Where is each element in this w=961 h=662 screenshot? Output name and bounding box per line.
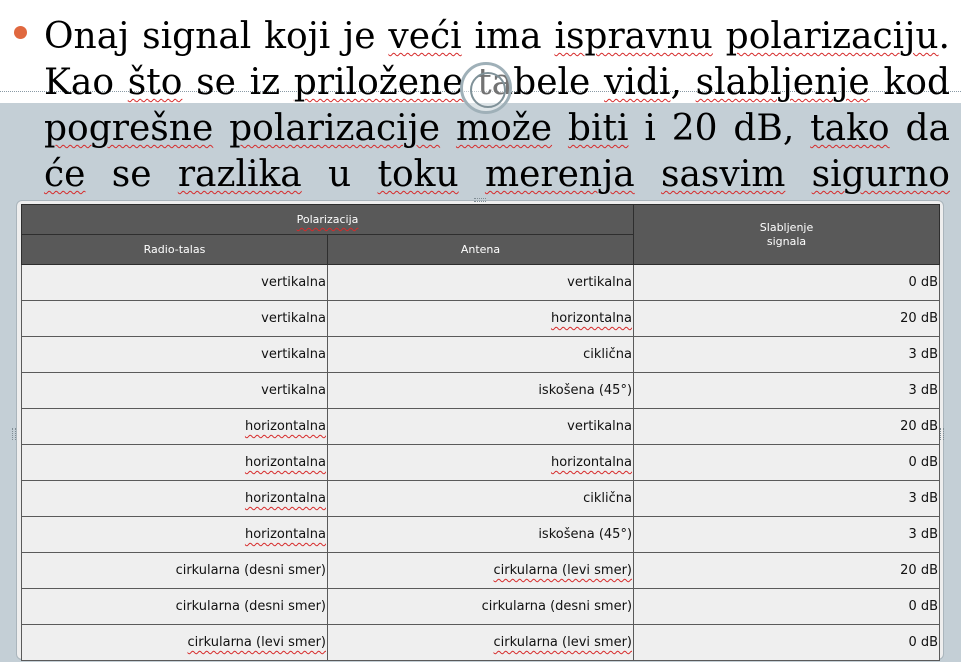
- cell-text: horizontalna: [550, 311, 633, 326]
- cell-text: 3 dB: [908, 347, 939, 362]
- cell-text: cirkularna (levi smer): [493, 563, 633, 578]
- cell-slabljenje[interactable]: [634, 625, 940, 661]
- cell-antena[interactable]: [328, 337, 634, 373]
- spellcheck-word: veći: [388, 16, 462, 57]
- cell-text: vertikalna: [567, 275, 633, 290]
- spellcheck-word: toku: [377, 154, 459, 195]
- cell-slabljenje[interactable]: [634, 337, 940, 373]
- text-run: ,: [670, 62, 696, 103]
- cell-radio-talas[interactable]: [22, 445, 328, 481]
- cell-text: 0 dB: [908, 275, 939, 290]
- table-row: [22, 337, 940, 373]
- text-run: kod: [869, 62, 950, 103]
- text-run: [459, 154, 485, 195]
- cell-text: iskošena (45°): [538, 383, 633, 398]
- cell-text: 20 dB: [900, 419, 939, 434]
- cell-radio-talas[interactable]: [22, 517, 328, 553]
- cell-text: 0 dB: [908, 635, 939, 650]
- resize-handle-icon[interactable]: [12, 428, 16, 440]
- cell-antena[interactable]: [328, 517, 634, 553]
- table-row: [22, 589, 940, 625]
- spellcheck-word: može: [455, 108, 553, 149]
- table-row: [22, 553, 940, 589]
- cell-text: ciklična: [583, 347, 633, 362]
- table-row: [22, 481, 940, 517]
- cell-antena[interactable]: [328, 265, 634, 301]
- cell-text: 3 dB: [908, 527, 939, 542]
- polarization-table[interactable]: [21, 204, 940, 661]
- text-run: [785, 154, 811, 195]
- table-row: [22, 301, 940, 337]
- text-run: [635, 154, 661, 195]
- text-run: Onaj signal koji je: [44, 16, 389, 57]
- cell-text: vertikalna: [261, 383, 326, 398]
- spellcheck-word: polarizaciju: [725, 16, 939, 57]
- spellcheck-word: će: [44, 154, 86, 195]
- cell-radio-talas[interactable]: [22, 337, 328, 373]
- cell-text: cirkularna (desni smer): [175, 563, 326, 578]
- cell-text: vertikalna: [261, 311, 326, 326]
- text-run: i 20 dB,: [628, 108, 811, 149]
- spellcheck-word: pogrešne: [44, 108, 214, 149]
- cell-text: horizontalna: [244, 455, 326, 470]
- spellcheck-word: polarizacije: [229, 108, 441, 149]
- cell-radio-talas[interactable]: [22, 301, 328, 337]
- rotate-handle-icon[interactable]: [460, 62, 512, 114]
- cell-text: horizontalna: [244, 527, 326, 542]
- cell-text: cirkularna (desni smer): [481, 599, 633, 614]
- cell-radio-talas[interactable]: [22, 265, 328, 301]
- text-run: se iz: [182, 62, 294, 103]
- header-radio-talas: Radio-talas: [22, 235, 328, 265]
- table-body: [22, 265, 940, 661]
- table-row: [22, 409, 940, 445]
- cell-antena[interactable]: [328, 589, 634, 625]
- cell-radio-talas[interactable]: [22, 373, 328, 409]
- cell-text: vertikalna: [567, 419, 633, 434]
- cell-text: 20 dB: [900, 311, 939, 326]
- cell-antena[interactable]: [328, 553, 634, 589]
- text-run: [552, 108, 568, 149]
- cell-antena[interactable]: [328, 445, 634, 481]
- spellcheck-word: vidi: [604, 62, 671, 103]
- cell-slabljenje[interactable]: [634, 373, 940, 409]
- header-polarizacija: Polarizacija: [22, 205, 634, 235]
- cell-text: vertikalna: [261, 275, 326, 290]
- cell-slabljenje[interactable]: [634, 445, 940, 481]
- table-row: [22, 265, 940, 301]
- text-run: [713, 16, 726, 57]
- text-run: se: [85, 154, 178, 195]
- spellcheck-word: biti: [567, 108, 629, 149]
- resize-handle-icon[interactable]: [940, 428, 944, 440]
- resize-handle-icon[interactable]: [474, 198, 486, 202]
- cell-text: cirkularna (levi smer): [493, 635, 633, 650]
- cell-text: 20 dB: [900, 563, 939, 578]
- cell-slabljenje[interactable]: [634, 481, 940, 517]
- spellcheck-word: slabljenje: [695, 62, 870, 103]
- cell-radio-talas[interactable]: [22, 625, 328, 661]
- cell-text: cirkularna (desni smer): [175, 599, 326, 614]
- cell-radio-talas[interactable]: [22, 481, 328, 517]
- cell-slabljenje[interactable]: [634, 553, 940, 589]
- spellcheck-word: što: [127, 62, 183, 103]
- spellcheck-word: ispravnu: [554, 16, 713, 57]
- cell-slabljenje[interactable]: [634, 517, 940, 553]
- spellcheck-word: sasvim: [660, 154, 786, 195]
- cell-text: iskošena (45°): [538, 527, 633, 542]
- table-row: [22, 517, 940, 553]
- header-antena: Antena: [328, 235, 634, 265]
- cell-slabljenje[interactable]: [634, 589, 940, 625]
- bullet-dot-icon: [14, 26, 27, 39]
- cell-slabljenje[interactable]: [634, 265, 940, 301]
- table-row: [22, 445, 940, 481]
- cell-text: cirkularna (levi smer): [187, 635, 326, 650]
- cell-slabljenje[interactable]: [634, 301, 940, 337]
- spellcheck-word: sigurno: [811, 154, 950, 195]
- cell-antena[interactable]: [328, 373, 634, 409]
- cell-text: horizontalna: [244, 419, 326, 434]
- text-run: . Kao: [44, 16, 950, 103]
- cell-text: 3 dB: [908, 491, 939, 506]
- cell-text: 0 dB: [908, 599, 939, 614]
- cell-text: vertikalna: [261, 347, 326, 362]
- spellcheck-word: merenja: [484, 154, 635, 195]
- text-run: u: [301, 154, 378, 195]
- cell-antena[interactable]: [328, 409, 634, 445]
- table-row: [22, 625, 940, 661]
- spellcheck-word: priložene: [293, 62, 464, 103]
- cell-text: horizontalna: [244, 491, 326, 506]
- text-run: [213, 108, 229, 149]
- cell-text: 3 dB: [908, 383, 939, 398]
- cell-radio-talas[interactable]: [22, 589, 328, 625]
- spellcheck-word: razlika: [177, 154, 302, 195]
- spellcheck-word: tako: [810, 108, 890, 149]
- cell-radio-talas[interactable]: [22, 553, 328, 589]
- table-row: [22, 373, 940, 409]
- cell-antena[interactable]: [328, 625, 634, 661]
- cell-antena[interactable]: [328, 481, 634, 517]
- header-slabljenje: Slabljenje signala: [634, 205, 940, 265]
- cell-text: 0 dB: [908, 455, 939, 470]
- text-run: tabele: [463, 62, 605, 103]
- cell-text: ciklična: [583, 491, 633, 506]
- text-run: [440, 108, 456, 149]
- cell-radio-talas[interactable]: [22, 409, 328, 445]
- text-run: ima: [461, 16, 555, 57]
- cell-antena[interactable]: [328, 301, 634, 337]
- text-run: da: [889, 108, 950, 149]
- cell-slabljenje[interactable]: [634, 409, 940, 445]
- cell-text: horizontalna: [550, 455, 633, 470]
